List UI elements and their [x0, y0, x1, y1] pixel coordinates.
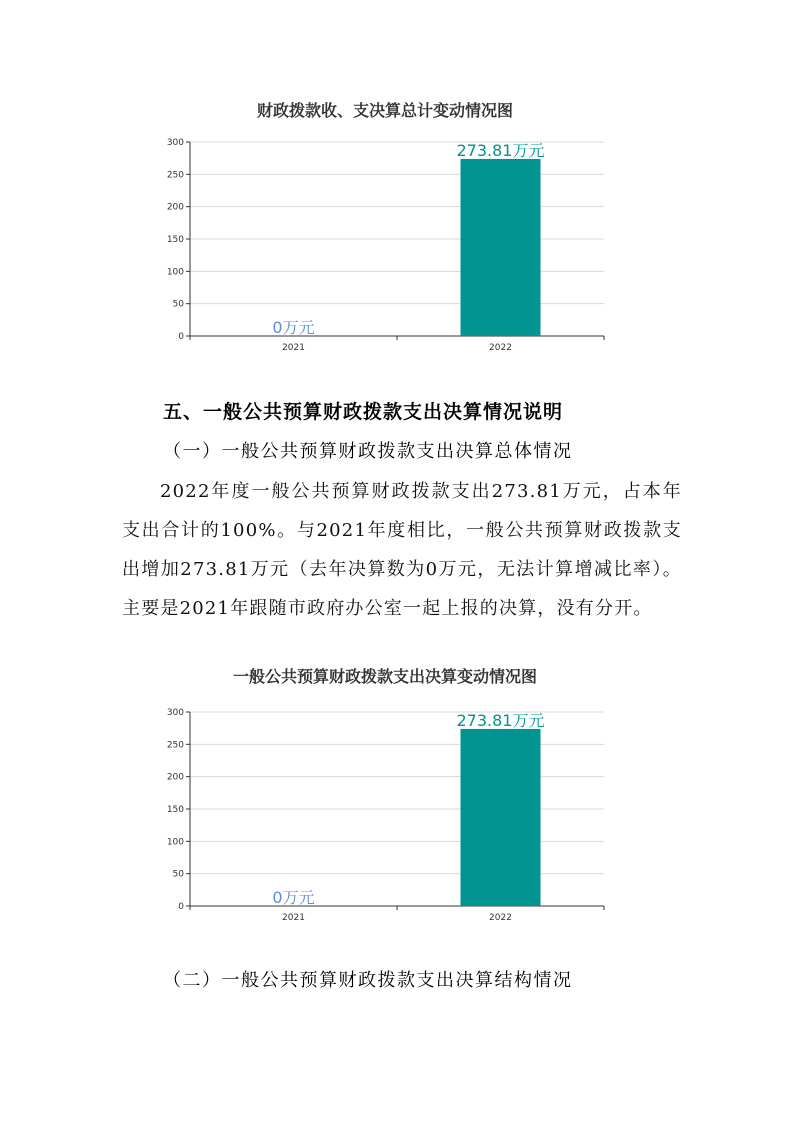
chart-1: [150, 92, 620, 352]
y-tick-label: 100: [166, 267, 184, 278]
chart-title: 一般公共预算财政拨款支出决算变动情况图: [232, 667, 537, 686]
y-tick-label: 250: [166, 170, 184, 181]
y-tick-label: 200: [166, 772, 184, 783]
x-tick-label: 2022: [489, 343, 512, 353]
data-label: 0万元: [272, 888, 315, 907]
bar: [461, 159, 541, 336]
x-tick-label: 2022: [489, 913, 512, 923]
y-tick-label: 0: [178, 902, 184, 912]
body-paragraph: 2022年度一般公共预算财政拨款支出273.81万元，占本年支出合计的100%。与2021年度相比，一般公共预算财政拨款支出增加273.81万元（去年决算数为0万元，无法计算增减比率）。主要是2021年跟随市政府办公室一起上报的决算，没有分开。: [122, 481, 682, 619]
y-tick-label: 300: [166, 708, 184, 718]
chart-2-plot: [150, 662, 620, 922]
y-tick-label: 150: [166, 235, 184, 245]
data-label: 273.81万元: [456, 140, 545, 160]
y-tick-label: 150: [166, 805, 184, 815]
y-tick-label: 50: [172, 299, 184, 310]
section-heading: 五、一般公共预算财政拨款支出决算情况说明: [163, 401, 564, 423]
y-tick-label: 250: [166, 740, 184, 751]
chart-title: 财政拨款收、支决算总计变动情况图: [256, 101, 513, 120]
y-tick-label: 200: [166, 202, 184, 213]
y-tick-label: 100: [166, 837, 184, 848]
y-tick-label: 300: [166, 138, 184, 148]
x-tick-label: 2021: [282, 343, 305, 353]
y-tick-label: 50: [172, 869, 184, 880]
data-label: 273.81万元: [456, 710, 545, 730]
x-tick-label: 2021: [282, 913, 305, 923]
chart-1-plot: [150, 92, 620, 352]
subsection-heading-2: （二）一般公共预算财政拨款支出决算结构情况: [163, 970, 573, 991]
subsection-heading-1: （一）一般公共预算财政拨款支出决算总体情况: [163, 441, 573, 462]
chart-2: [150, 662, 620, 922]
bar: [461, 729, 541, 906]
data-label: 0万元: [272, 318, 315, 337]
y-tick-label: 0: [178, 332, 184, 342]
